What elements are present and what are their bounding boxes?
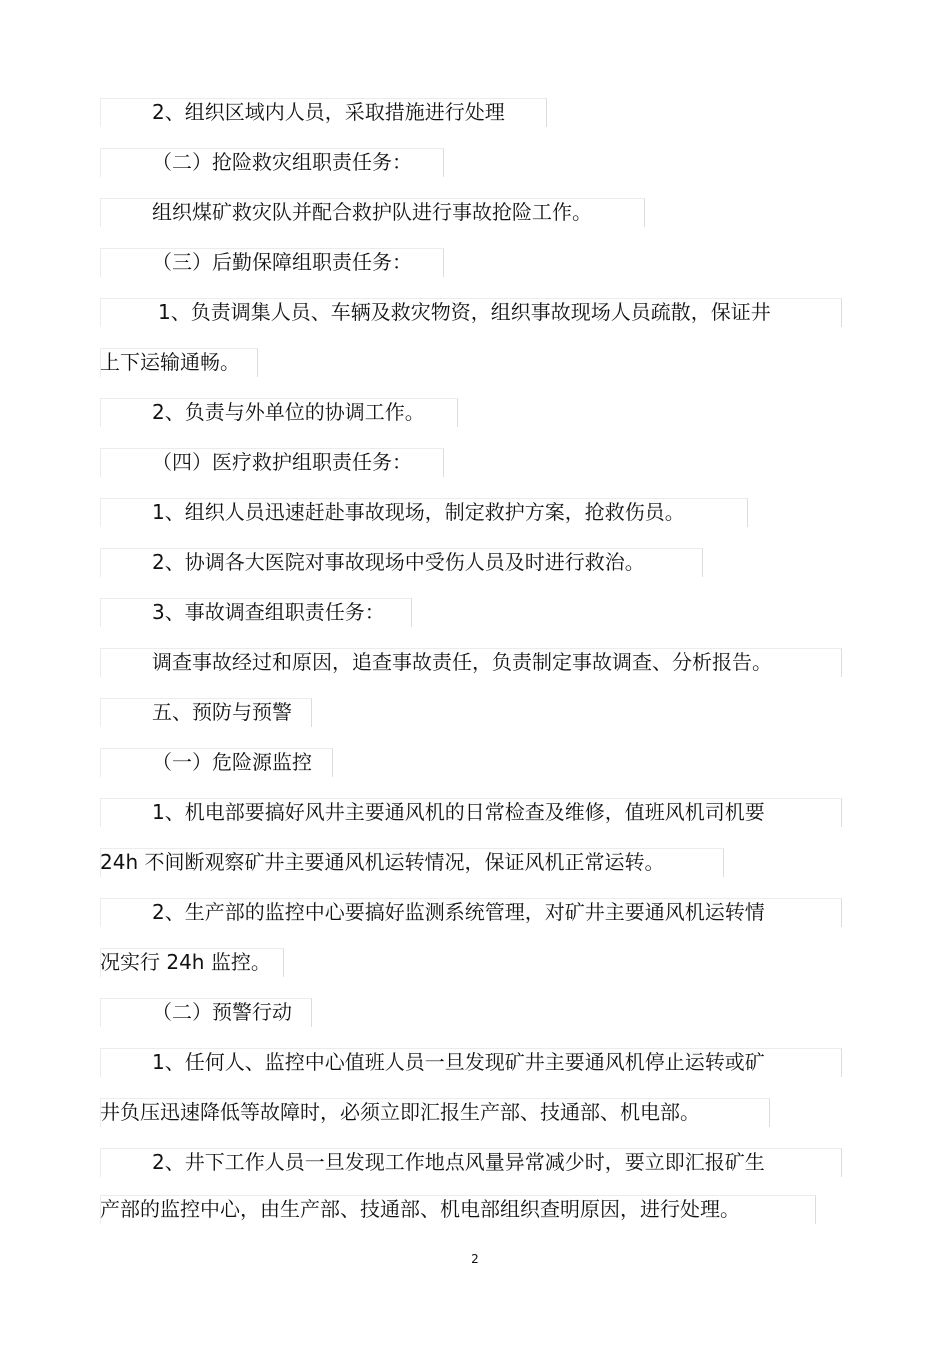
list-item-medical-2: 2、协调各大医院对事故现场中受伤人员及时进行救治。 [152,550,645,574]
section-heading-investigation-group: 3、事故调查组职责任务： [152,600,385,624]
list-item-monitoring-1-cont: 24h 不间断观察矿井主要通风机运转情况，保证风机正常运转。 [100,850,665,874]
section-heading-warning-action: （二）预警行动 [152,1000,292,1024]
paragraph-investigation: 调查事故经过和原因，追查事故责任，负责制定事故调查、分析报告。 [152,650,772,674]
list-item-logistics-1: 1、负责调集人员、车辆及救灾物资，组织事故现场人员疏散，保证井 [158,300,771,324]
section-heading-rescue-group: （二）抢险救灾组职责任务： [152,150,412,174]
paragraph-rescue-group: 组织煤矿救灾队并配合救护队进行事故抢险工作。 [152,200,592,224]
list-item-monitoring-2-cont: 况实行 24h 监控。 [100,950,271,974]
list-item-logistics-2: 2、负责与外单位的协调工作。 [152,400,425,424]
list-item-monitoring-2: 2、生产部的监控中心要搞好监测系统管理，对矿井主要通风机运转情 [152,900,765,924]
section-heading-prevention: 五、预防与预警 [152,700,292,724]
section-heading-medical-group: （四）医疗救护组职责任务： [152,450,412,474]
list-item-logistics-1-cont: 上下运输通畅。 [100,350,240,374]
page-number: 2 [471,1252,479,1266]
section-heading-logistics-group: （三）后勤保障组职责任务： [152,250,412,274]
section-heading-hazard-monitoring: （一）危险源监控 [152,750,312,774]
list-item-warning-1-cont: 井负压迅速降低等故障时，必须立即汇报生产部、技通部、机电部。 [100,1100,700,1124]
list-item-warning-1: 1、任何人、监控中心值班人员一旦发现矿井主要通风机停止运转或矿 [152,1050,765,1074]
list-item-medical-1: 1、组织人员迅速赶赴事故现场，制定救护方案，抢救伤员。 [152,500,685,524]
list-item-evac-handling: 2、组织区域内人员，采取措施进行处理 [152,100,505,124]
list-item-monitoring-1: 1、机电部要搞好风井主要通风机的日常检查及维修，值班风机司机要 [152,800,765,824]
list-item-warning-2-cont: 产部的监控中心，由生产部、技通部、机电部组织查明原因，进行处理。 [100,1197,740,1221]
list-item-warning-2: 2、井下工作人员一旦发现工作地点风量异常减少时，要立即汇报矿生 [152,1150,765,1174]
